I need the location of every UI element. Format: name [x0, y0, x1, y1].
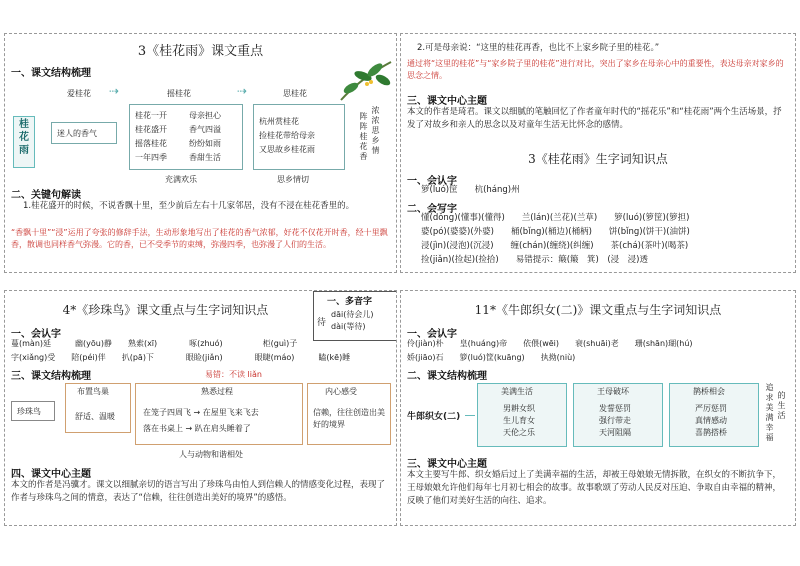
read-row: 蔓(màn)延 幽(yōu)静 熟索(xī) 啄(zhuó) 柜(guì)子	[11, 339, 298, 348]
col2b-item: 母亲担心	[189, 111, 221, 120]
col2-bottom: 充满欢乐	[165, 175, 197, 184]
center-theme: 本文的作者是琦君。课文以细腻的笔触回忆了作者童年时代的“摇花乐”和“桂花雨”两个生活场景，抒发了对故乡和亲人的思念以及对童年生活无比怀念的感情。	[407, 107, 782, 130]
panel-title: 4*《珍珠鸟》课文重点与生字词知识点	[62, 303, 269, 317]
arrow-icon: ⇢	[109, 84, 120, 98]
right-vert-text: 阵 阵 桂 花 香	[359, 112, 368, 161]
section-center-heading: 三、课文中心主题	[407, 96, 487, 107]
write-row: 浸(jìn)(浸泡)(沉浸) 缠(chán)(缠绕)(纠缠) 茶(chá)(茶叶)(喝茶)	[421, 241, 689, 251]
right-vert-text: 追 求 美 满 幸 福	[765, 383, 774, 442]
center-theme: 本文的作者是冯骥才。课文以细腻亲切的语言写出了珍珠鸟由怕人到信赖人的情感变化过程，表现了作者与珍珠鸟之间的情意，表达了“信赖，往往创造出美好的境界”的感悟。	[11, 480, 386, 503]
group-item: 喜鹊搭桥	[695, 428, 727, 437]
col2-item: 摇落桂花	[135, 139, 167, 148]
node-fragrance-text: 迷人的香气	[57, 129, 97, 138]
col3-item: 捡桂花带给母亲	[259, 131, 315, 140]
col3-item: 杭州赏桂花	[259, 117, 299, 126]
group-item: 发誓惩罚	[599, 404, 631, 413]
group-head: 王母破坏	[597, 387, 629, 396]
section-center-heading: 三、课文中心主题	[407, 459, 487, 470]
flow-head: 布置鸟巢	[77, 387, 109, 396]
write-row: 捡(jiǎn)(捡起)(捡拾) 易错提示：簸(簸 箕) (浸 浸)透	[421, 255, 648, 265]
center-theme: 本文主要写牛郎、织女婚后过上了美满幸福的生活，却被王母娘娘无情拆散，在织女的不断抗争下，王母娘娘允许他们每年七月初七相会的故事。故事歌颂了劳动人民反对压迫、争取自由幸福的精神，反映了他们对美好生活的向往、追求。	[407, 470, 782, 506]
col2b-item: 纷纷如雨	[189, 139, 221, 148]
write-row: 懂(dǒng)(懂事)(懂得) 兰(lán)(兰花)(兰草) 箩(luó)(箩筐)(箩担)	[421, 213, 690, 223]
panel-title: 11*《牛郎织女(二)》课文重点与生字词知识点	[474, 303, 722, 317]
section-read-heading: 一、会认字	[407, 329, 457, 340]
read-row: 伶(jiàn)朴 皇(huáng)帝 依偎(wēi) 衰(shuāi)老 珊(shān)瑚(hú)	[407, 339, 693, 348]
group-item: 男耕女织	[503, 404, 535, 413]
panel-guihuayu-words	[400, 33, 796, 273]
section-center-heading: 四、课文中心主题	[11, 469, 91, 480]
flow-head: 熟悉过程	[201, 387, 233, 396]
panel-title: 3《桂花雨》课文重点	[137, 44, 264, 59]
group-item: 真情感动	[695, 416, 727, 425]
panel-guihuayu-key-points	[4, 33, 397, 273]
col3-item: 又思故乡桂花雨	[259, 145, 315, 154]
read-row: 字(xiǎng)受 陪(péi)伴 扒(pā)下 眼睑(jiǎn) 眼睫(máo) 瞌(kē)睡	[11, 353, 351, 362]
group-item: 天伦之乐	[503, 428, 535, 437]
pronunciation-hint: 易错：不读 liǎn	[205, 370, 262, 379]
section-structure-heading: 二、课文结构梳理	[407, 371, 487, 382]
read-row: 娇(jiāo)石 箩(luó)筐(kuāng) 执拗(niù)	[407, 353, 576, 362]
polyphone-heading: 一、多音字	[327, 297, 373, 307]
group-item: 天河阻隔	[599, 428, 631, 437]
section-read-heading: 一、会认字	[11, 329, 61, 340]
col1-head: 爱桂花	[67, 89, 91, 98]
section-structure-heading: 三、课文结构梳理	[11, 371, 91, 382]
flow-head: 内心感受	[325, 387, 357, 396]
key-sentence-2: 2.可是母亲说：“这里的桂花再香，也比不上家乡院子里的桂花。”	[417, 43, 660, 53]
col2-head: 摇桂花	[167, 89, 191, 98]
key-sentence-1-analysis: “香飘十里”“浸”运用了夸张的修辞手法，生动形象地写出了桂花的香气浓郁，好花不仅花开时香，经十里飘香，散调也同样香气弥漫。它的香，已不受季节的束缚，弥漫四季，也弥漫了人们的生活。	[11, 228, 388, 249]
left-label: 桂 花 雨	[19, 119, 29, 156]
bird-node-label: 珍珠鸟	[17, 407, 41, 416]
right-vert-text: 浓 浓 思 乡 情	[371, 106, 380, 155]
right-vert-text: 的 生 活	[777, 391, 786, 420]
key-sentence-1: 1.桂花盛开的时候，不说香飘十里，至少前后左右十几家邻居，没有不浸在桂花香里的。	[23, 201, 355, 211]
polyphone-option: dài(等待)	[331, 322, 366, 331]
flow-item: 落在书桌上 → 趴在肩头睡着了	[143, 424, 251, 433]
arrow-icon: ⇢	[237, 84, 248, 98]
write-row: 婆(pó)(婆婆)(外婆) 桶(bǐng)(桶边)(桶柄) 饼(bǐng)(饼干)(油饼)	[421, 227, 690, 237]
col2-item: 桂花盛开	[135, 125, 167, 134]
polyphone-option: dāi(待会儿)	[331, 310, 374, 319]
read-chars: 箩(luó)筐 杭(háng)州	[421, 185, 520, 195]
col3-bottom: 思乡情切	[277, 175, 309, 184]
col2-item: 桂花一开	[135, 111, 167, 120]
col2-item: 一年四季	[135, 153, 167, 162]
key-sentence-2-analysis: 通过将“这里的桂花”与“家乡院子里的桂花”进行对比，突出了家乡在母亲心中的重要性，表达母亲对家乡的思念之情。	[407, 59, 784, 80]
flow-item: 信赖，往往创造出美好的境界	[313, 408, 385, 429]
group-item: 强行带走	[599, 416, 631, 425]
col2b-item: 香气四溢	[189, 125, 221, 134]
osmanthus-branch-icon	[337, 56, 395, 104]
flow-item: 舒适、温暖	[75, 412, 115, 421]
col2b-item: 香甜生活	[189, 153, 221, 162]
flow-bottom: 人与动物和谐相处	[179, 450, 243, 459]
section-write-heading: 二、会写字	[407, 204, 457, 215]
col3-head: 思桂花	[283, 89, 307, 98]
root-node: 牛郎织女(二)	[407, 412, 461, 422]
flow-item: 在笼子四周飞 → 在屋里飞来飞去	[143, 408, 259, 417]
group-item: 生儿育女	[503, 416, 535, 425]
group-item: 严厉惩罚	[695, 404, 727, 413]
panel-niulang-zhinv	[400, 290, 796, 526]
group-head: 鹊桥相会	[693, 387, 725, 396]
section-key-sentences: 二、关键句解读	[11, 190, 81, 201]
panel-zhenzhuniao	[4, 290, 397, 526]
group-head: 美满生活	[501, 387, 533, 396]
section-read-heading: 一、会认字	[407, 176, 457, 187]
words-title: 3《桂花雨》生字词知识点	[528, 152, 668, 166]
polyphone-char: 待	[317, 318, 327, 328]
section-structure-heading: 一、课文结构梳理	[11, 68, 91, 79]
root-connector	[465, 415, 475, 416]
